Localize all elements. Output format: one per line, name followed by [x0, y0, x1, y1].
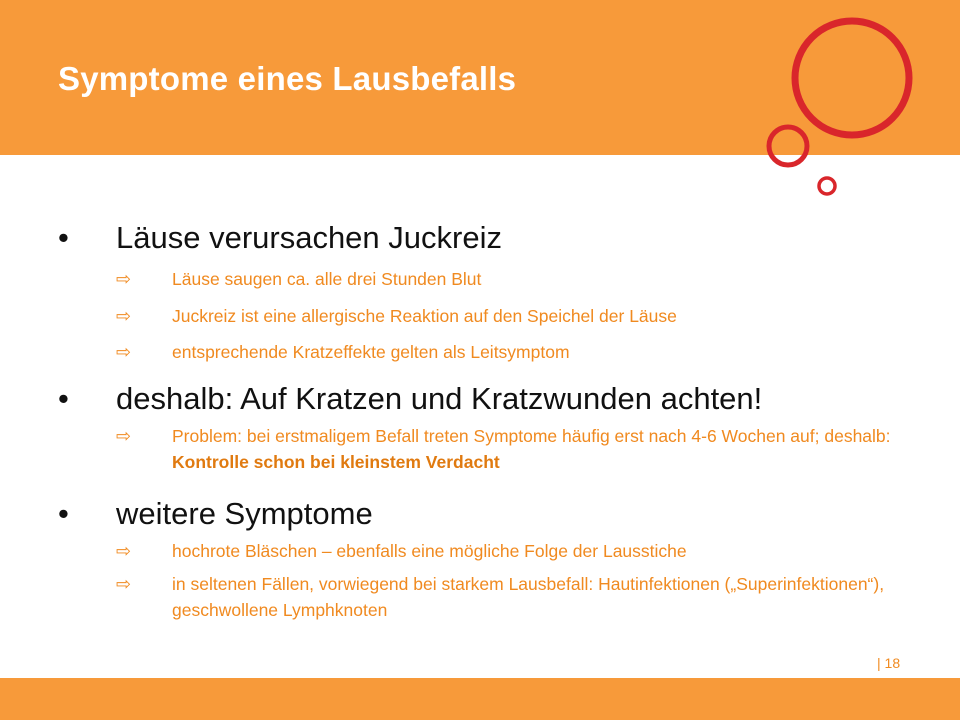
sub-item — [58, 339, 938, 379]
bullet-list — [58, 218, 938, 631]
bullet-dot-icon: • — [58, 220, 69, 255]
arrow-right-icon: ⇨ — [116, 306, 132, 326]
sub-item-text: Juckreiz ist eine allergische Reaktion auf den Speichel der Läuse — [172, 306, 677, 326]
sub-item-text: hochrote Bläschen – ebenfalls eine mögliche Folge der Lausstiche — [172, 541, 687, 561]
page-number: | 18 — [877, 655, 901, 671]
arrow-right-icon: ⇨ — [116, 269, 132, 289]
bullet-text: weitere Symptome — [116, 496, 373, 531]
sub-item — [58, 303, 938, 339]
sub-item — [58, 571, 938, 631]
bullet-item — [58, 494, 938, 538]
small-circle-icon — [819, 178, 835, 194]
footer-band — [0, 678, 960, 720]
arrow-right-icon: ⇨ — [116, 574, 132, 594]
bullet-dot-icon: • — [58, 496, 69, 531]
emphasis-text: Kontrolle schon bei kleinstem Verdacht — [172, 452, 500, 472]
sub-item-text: Läuse saugen ca. alle drei Stunden Blut — [172, 269, 482, 289]
slide-title: Symptome eines Lausbefalls — [58, 60, 517, 97]
bullet-text: Läuse verursachen Juckreiz — [116, 220, 502, 255]
large-circle-icon — [795, 21, 909, 135]
sub-item — [58, 266, 938, 303]
arrow-right-icon: ⇨ — [116, 541, 132, 561]
sub-item-text: in seltenen Fällen, vorwiegend bei starkem Lausbefall: Hautinfektionen („Superinfektionen“), geschwollene Lymphknoten — [172, 574, 885, 620]
bullet-text: deshalb: Auf Kratzen und Kratzwunden achten! — [116, 381, 763, 416]
sub-item-text: entsprechende Kratzeffekte gelten als Leitsymptom — [172, 342, 570, 362]
sub-item — [58, 423, 938, 494]
arrow-right-icon: ⇨ — [116, 426, 132, 446]
bullet-item — [58, 218, 938, 266]
medium-circle-icon — [769, 127, 807, 165]
bullet-item — [58, 379, 938, 423]
bullet-dot-icon: • — [58, 381, 69, 416]
sub-item — [58, 538, 938, 571]
sub-item-text: Problem: bei erstmaligem Befall treten Symptome häufig erst nach 4-6 Wochen auf; deshalb: Kontrolle schon bei kleinstem Verdacht — [172, 426, 891, 472]
decorative-circles — [0, 0, 960, 210]
arrow-right-icon: ⇨ — [116, 342, 132, 362]
